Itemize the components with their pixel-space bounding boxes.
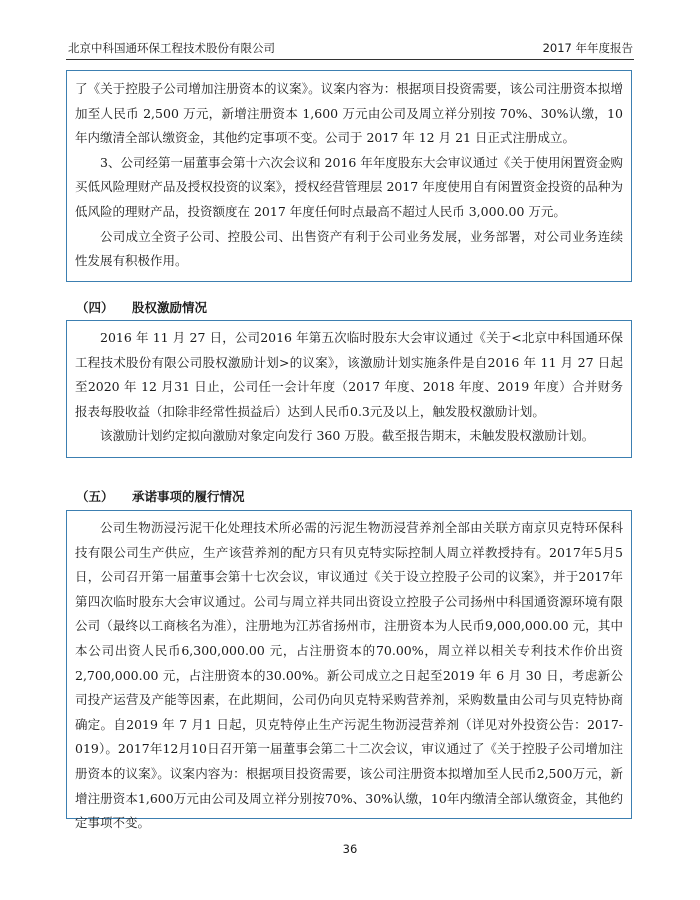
paragraph: 该激励计划约定拟向激励对象定向发行 360 万股。截至报告期末，未触发股权激励计划。 [100, 428, 595, 444]
section-number: （五） [76, 489, 114, 504]
section-heading-equity-incentive [76, 298, 207, 316]
page-header [68, 40, 633, 58]
paragraph: 2016 年 11 月 27 日，公司2016 年第五次临时股东大会审议通过《关于<北京中科国通环保工程技术股份有限公司股权激励计划>的议案》，该激励计划实施条件是自2016 年 11 月 27 日起至2020 年 12 月31 日止，公司任一会计年度（2017 年度、2018 年度、2019 年度）合并财务报表每股收益（扣除非经常性损益后）达到人民币0.3元及以上，触发股权激励计划。 [75, 330, 623, 419]
text-box-investments [66, 70, 632, 282]
text-box-commitments [66, 510, 632, 831]
company-name: 北京中科国通环保工程技术股份有限公司 [68, 41, 275, 55]
paragraph: 了《关于控股子公司增加注册资本的议案》。议案内容为：根据项目投资需要，该公司注册资本拟增加至人民币 2,500 万元，新增注册资本 1,600 万元由公司及周立祥分别按 70%、30%认缴，10 年内缴清全部认缴资金，其他约定事项不变。公司于 2017 年 12 月 21 日正式注册成立。 [75, 81, 623, 146]
text-box-equity-incentive [66, 320, 632, 458]
paragraph: 公司成立全资子公司、控股公司、出售资产有利于公司业务发展，业务部署，对公司业务连续性发展有积极作用。 [75, 228, 623, 269]
section-title: 股权激励情况 [132, 300, 208, 315]
paragraph: 公司生物沥浸污泥干化处理技术所必需的污泥生物沥浸营养剂全部由关联方南京贝克特环保科技有限公司生产供应，生产该营养剂的配方只有贝克特实际控制人周立祥教授持有。2017年5月5日，公司召开第一届董事会第十七次会议，审议通过《关于设立控股子公司的议案》，并于2017年第四次临时股东大会审议通过。公司与周立祥共同出资设立控股子公司扬州中科国通资源环境有限公司（最终以工商核名为准），注册地为江苏省扬州市，注册资本为人民币9,000,000.00 元，其中本公司出资人民币6,300,000.00 元，占注册资本的70.00%，周立祥以相关专利技术作价出资2,700,000.00 元，占注册资本的30.00%。新公司成立之日起至2019 年 6 月 30 日，考虑新公司投产运营及产能等因素，在此期间，公司仍向贝克特采购营养剂，采购数量由公司与贝克特协商确定。自2019 年 7 月1 日起，贝克特停止生产污泥生物沥浸营养剂（详见对外投资公告：2017-019）。2017年12月10日召开第一届董事会第二十二次会议，审议通过了《关于控股子公司增加注册资本的议案》。议案内容为：根据项目投资需要，该公司注册资本拟增加至人民币2,500万元，新增注册资本1,600万元由公司及周立祥分别按70%、30%认缴，10年内缴清全部认缴资金，其他约定事项不变。 [75, 520, 623, 831]
header-divider [66, 59, 634, 60]
paragraph: 3、公司经第一届董事会第十六次会议和 2016 年年度股东大会审议通过《关于使用闲置资金购买低风险理财产品及授权投资的议案》，授权经营管理层 2017 年度使用自有闲置资金投资的品种为低风险的理财产品，投资额度在 2017 年度任何时点最高不超过人民币 3,000.00 万元。 [75, 154, 623, 219]
section-number: （四） [76, 300, 114, 315]
page-number: 36 [342, 842, 358, 856]
report-title: 2017 年年度报告 [542, 41, 633, 55]
section-heading-commitments [76, 487, 245, 505]
section-title: 承诺事项的履行情况 [132, 489, 245, 504]
